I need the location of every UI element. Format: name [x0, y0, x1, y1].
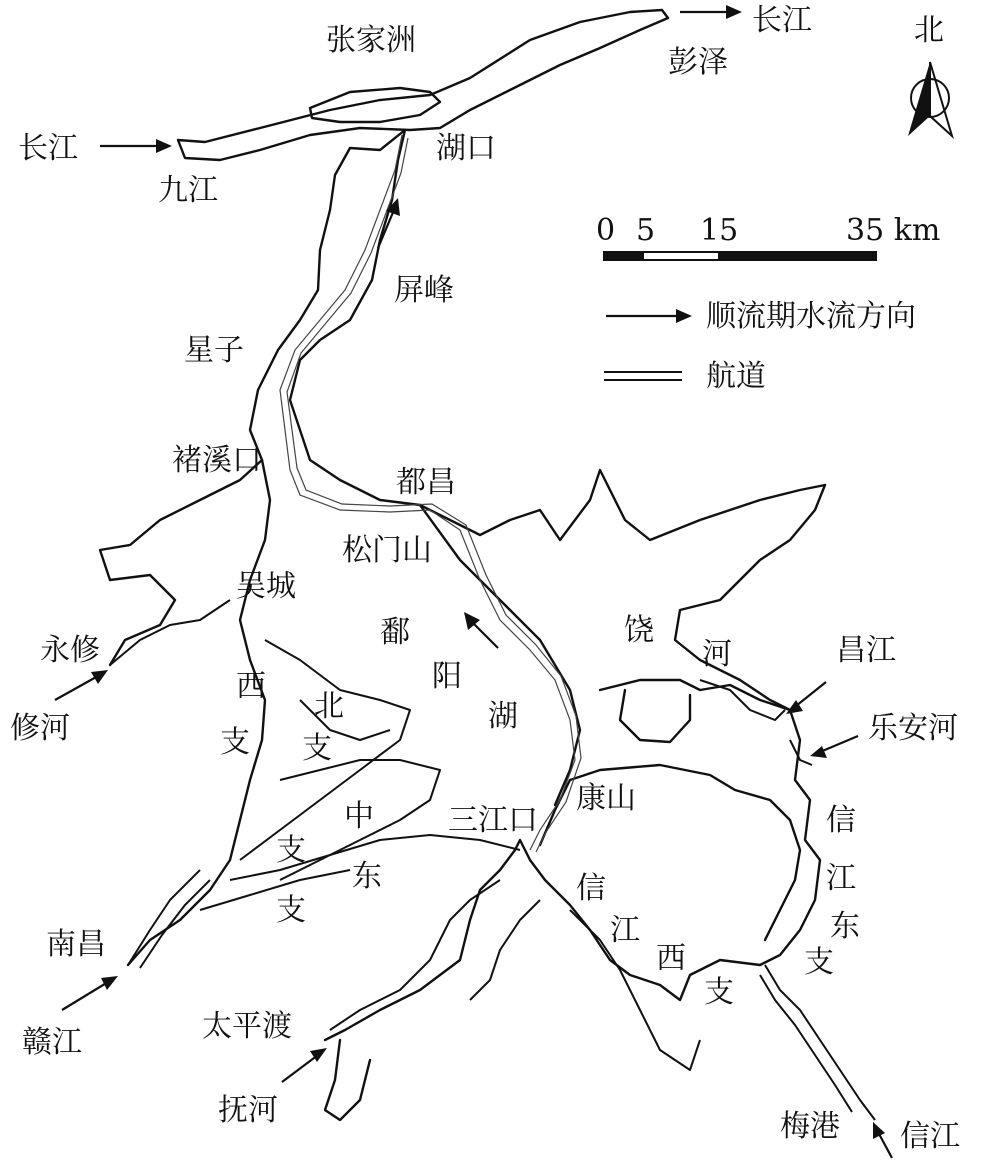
- label-duchang: 都昌: [396, 465, 456, 500]
- label-xingzi: 星子: [184, 333, 244, 368]
- label-xinjiang-dongzhi-zhi: 支: [804, 945, 834, 980]
- label-dongzhi-dong: 东: [352, 859, 382, 894]
- label-xinjiang-xizhi-xi: 西: [656, 941, 686, 976]
- label-xinjiang-dongzhi-jiang: 江: [826, 861, 856, 896]
- label-xizhi-zhi: 支: [220, 725, 250, 760]
- label-dongzhi-zhi: 支: [276, 893, 306, 928]
- scale-tick-0: 0: [596, 213, 616, 248]
- label-xinjiang-dongzhi-dong: 东: [830, 909, 860, 944]
- label-leanhe: 乐安河: [868, 711, 958, 746]
- label-zhangjiazhou: 张家洲: [326, 23, 416, 58]
- label-taipingdu: 太平渡: [202, 1009, 292, 1044]
- label-poyang-po: 鄱: [380, 615, 410, 650]
- label-changjiang-in: 长江: [18, 131, 78, 166]
- legend-flow-label: 顺流期水流方向: [706, 299, 916, 334]
- label-zhongzhi-zhong: 中: [344, 799, 374, 834]
- label-meigang: 梅港: [780, 1109, 840, 1144]
- label-beizhi-bei: 北: [314, 689, 344, 724]
- label-fuhe: 抚河: [218, 1093, 278, 1128]
- label-xinjiang-xizhi-jiang: 江: [610, 913, 640, 948]
- label-wucheng: 吴城: [236, 569, 296, 604]
- label-ganjiang: 赣江: [22, 1025, 82, 1060]
- label-jiujiang: 九江: [158, 173, 218, 208]
- zhangjiazhou-island: [310, 88, 440, 122]
- label-changjiang-out: 长江: [752, 3, 812, 38]
- legend: [604, 309, 692, 380]
- scale-bar: [604, 252, 876, 260]
- label-xinjiang-dongzhi-xin: 信: [826, 803, 856, 838]
- label-poyang-hu: 湖: [488, 699, 518, 734]
- legend-channel-label: 航道: [706, 359, 766, 394]
- label-raohe-he: 河: [702, 637, 732, 672]
- label-yongxiu: 永修: [40, 633, 100, 668]
- label-zhuxikou: 褚溪口: [172, 443, 262, 478]
- yangtze-river: [178, 10, 668, 160]
- label-xinjiang-xizhi-zhi: 支: [704, 975, 734, 1010]
- label-songmenshan: 松门山: [342, 533, 432, 568]
- label-pengze: 彭泽: [668, 45, 728, 80]
- scale-tick-5: 5: [636, 213, 656, 248]
- label-kangshan: 康山: [576, 781, 636, 816]
- north-arrow-icon: [908, 62, 952, 136]
- label-changjiang-river: 昌江: [836, 633, 896, 668]
- label-beizhi-zhi: 支: [302, 731, 332, 766]
- lake-shoreline: [100, 130, 875, 1120]
- scale-tick-15: 15: [700, 213, 739, 248]
- label-sanjiangkou: 三江口: [448, 803, 538, 838]
- scale-tick-35: 35 km: [846, 213, 941, 248]
- label-raohe-rao: 饶: [624, 613, 654, 648]
- label-poyang-yang: 阳: [432, 659, 462, 694]
- compass-label: 北: [914, 13, 944, 48]
- label-xizhi-xi: 西: [236, 669, 266, 704]
- label-hukou: 湖口: [436, 131, 496, 166]
- label-nanchang: 南昌: [46, 927, 106, 962]
- label-xiuhe: 修河: [10, 711, 70, 746]
- label-xinjiang-xizhi-xin: 信: [576, 871, 606, 906]
- label-xinjiang-in: 信江: [900, 1119, 960, 1154]
- label-zhongzhi-zhi: 支: [276, 833, 306, 868]
- label-pingfeng: 屏峰: [394, 273, 454, 308]
